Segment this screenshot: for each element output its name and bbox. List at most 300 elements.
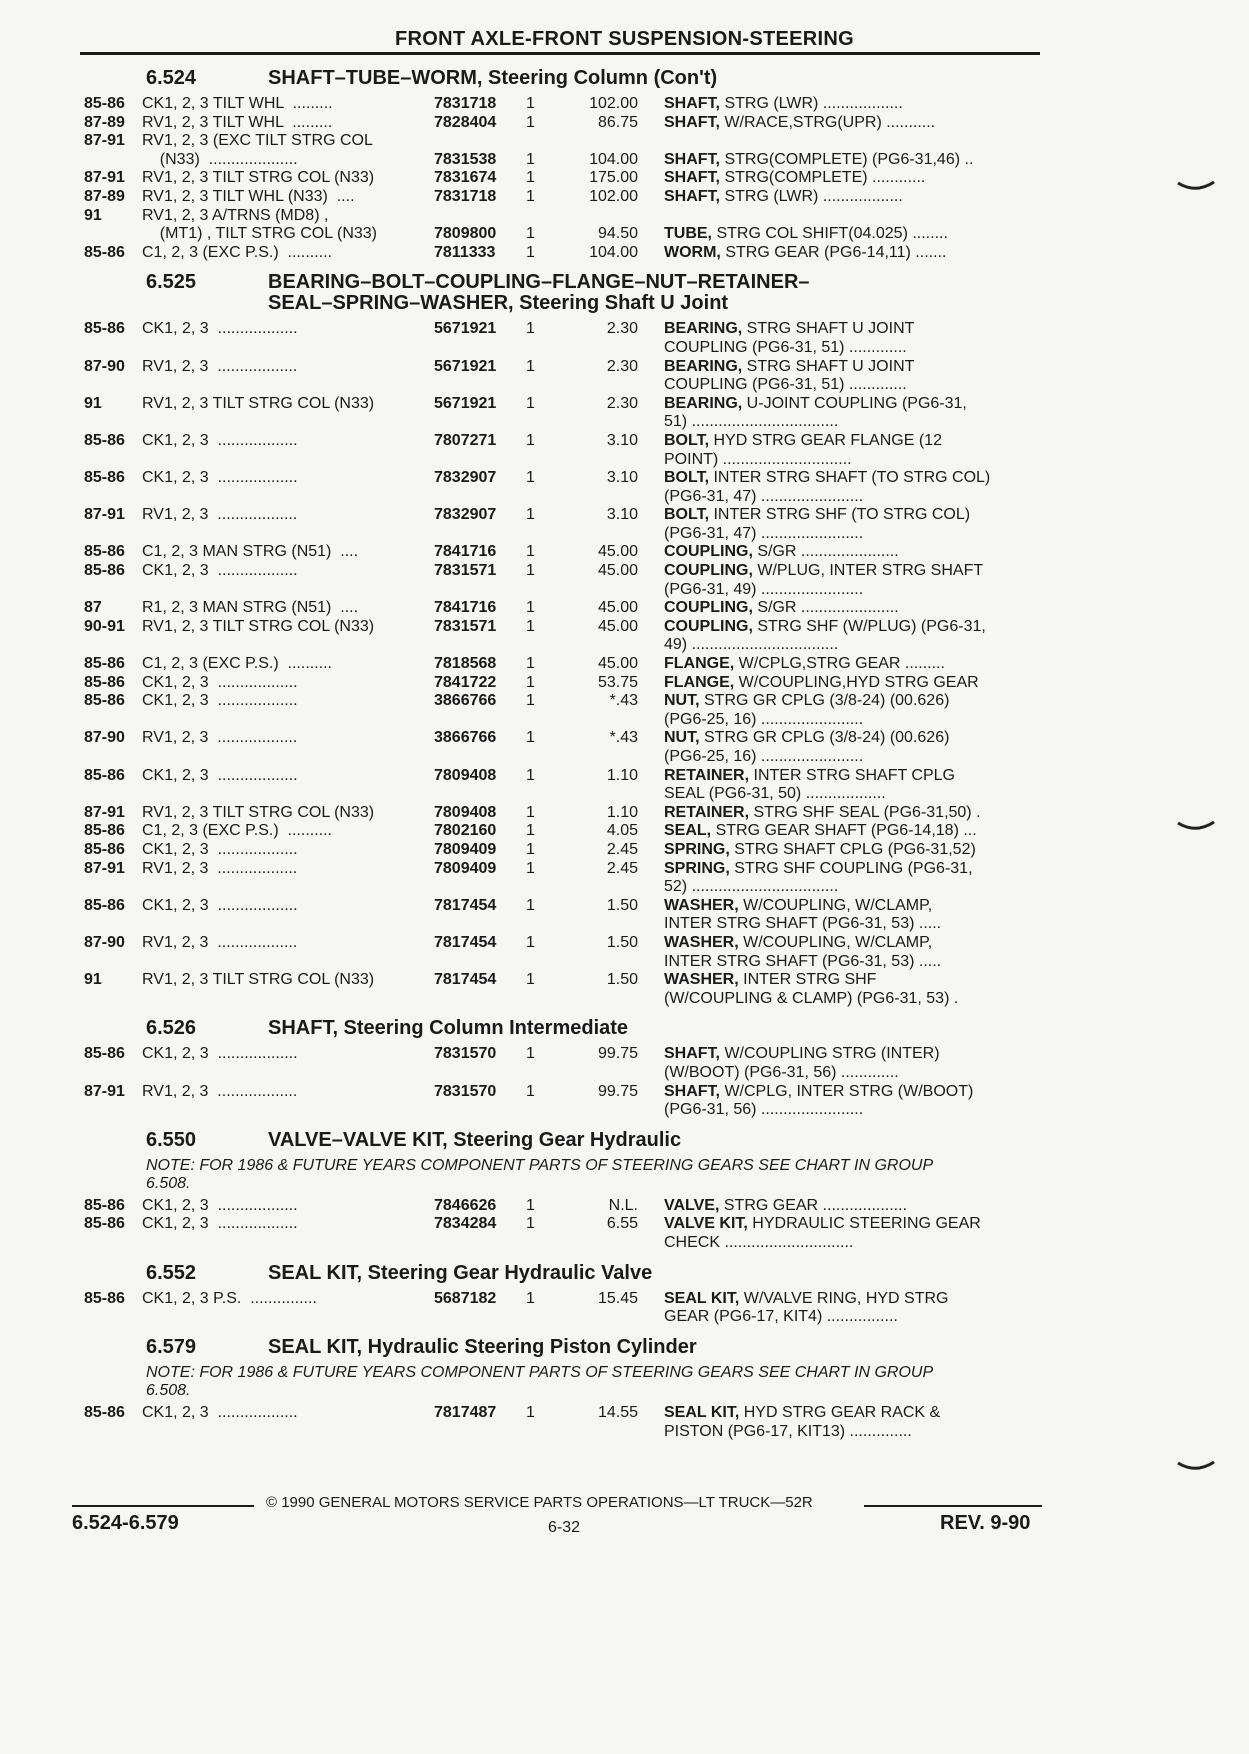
price: 14.55 [597, 1404, 638, 1422]
application: CK1, 2, 3 .................. [142, 1215, 298, 1233]
application: RV1, 2, 3 .................. [142, 506, 298, 524]
part-description [638, 767, 1044, 804]
model-years: 90-91 [84, 617, 125, 635]
model-years: 87-91 [84, 132, 125, 150]
model-years: 87-89 [84, 113, 125, 131]
quantity: 1 [526, 617, 535, 635]
price: N.L. [608, 1196, 638, 1214]
part-row [84, 618, 1044, 655]
part-number: 7817454 [434, 896, 497, 914]
section-note: NOTE: FOR 1986 & FUTURE YEARS COMPONENT PARTS OF STEERING GEARS SEE CHART IN GROUP 6.508. [146, 1156, 934, 1193]
part-name: BEARING, [664, 357, 743, 375]
part-detail: STRG SHAFT U JOINT COUPLING (PG6-31, 51) ............. [664, 357, 915, 394]
price: 1.50 [606, 933, 638, 951]
part-detail: STRG GEAR (PG6-14,11) ....... [720, 243, 947, 261]
section-heading [84, 1018, 1044, 1039]
model-years: 85-86 [84, 243, 125, 261]
price: 1.50 [606, 896, 638, 914]
part-name: RETAINER, [664, 803, 750, 821]
part-detail: W/CPLG, INTER STRG (W/BOOT) (PG6-31, 56) ....................... [664, 1082, 974, 1119]
price: 3.10 [606, 469, 638, 487]
part-description [638, 114, 1044, 133]
part-row [84, 599, 1044, 618]
part-description [638, 618, 1044, 655]
part-number: 7817487 [434, 1404, 497, 1422]
quantity: 1 [526, 1196, 535, 1214]
part-row [84, 114, 1044, 133]
price: 1.10 [606, 766, 638, 784]
part-detail: STRG SHF COUPLING (PG6-31, 52) ................................. [664, 859, 973, 896]
part-row [84, 395, 1044, 432]
quantity: 1 [526, 113, 535, 131]
application: CK1, 2, 3 .................. [142, 1404, 298, 1422]
model-years: 87-90 [84, 357, 125, 375]
section-title: SHAFT–TUBE–WORM, Steering Column (Con't) [268, 67, 718, 89]
application: CK1, 2, 3 .................. [142, 896, 298, 914]
section-heading [84, 272, 1044, 314]
quantity: 1 [526, 971, 535, 989]
part-number: 7809800 [434, 225, 497, 243]
part-name: WASHER, [664, 933, 739, 951]
model-years: 91 [84, 394, 102, 412]
part-number: 7831538 [434, 150, 497, 168]
part-row [84, 188, 1044, 207]
part-row [84, 804, 1044, 823]
price: 104.00 [589, 150, 638, 168]
model-years: 87-91 [84, 803, 125, 821]
part-description [638, 95, 1044, 114]
quantity: 1 [526, 562, 535, 580]
application: RV1, 2, 3 TILT STRG COL (N33) [142, 617, 375, 635]
application: CK1, 2, 3 .................. [142, 1045, 298, 1063]
quantity: 1 [526, 150, 535, 168]
quantity: 1 [526, 859, 535, 877]
part-description [638, 320, 1044, 357]
model-years: 91 [84, 971, 102, 989]
part-detail: STRG (LWR) .................. [720, 95, 903, 112]
part-description [638, 897, 1044, 934]
part-name: BEARING, [664, 320, 743, 338]
model-years: 85-86 [84, 1196, 125, 1214]
quantity: 1 [526, 803, 535, 821]
part-detail: STRG SHAFT U JOINT COUPLING (PG6-31, 51) ............. [664, 320, 915, 356]
application: CK1, 2, 3 .................. [142, 766, 298, 784]
part-row [84, 971, 1044, 1008]
price: 45.00 [597, 543, 638, 561]
part-detail: W/COUPLING, W/CLAMP, INTER STRG SHAFT (PG6-31, 53) ..... [664, 896, 942, 933]
part-detail: HYD STRG GEAR FLANGE (12 POINT) ............................. [664, 431, 942, 468]
part-name: SHAFT, [664, 1082, 720, 1100]
part-detail: STRG SHF (W/PLUG) (PG6-31, 49) ................................. [664, 617, 986, 654]
part-description [638, 934, 1044, 971]
part-number: 5671921 [434, 357, 497, 375]
quantity: 1 [526, 933, 535, 951]
part-detail: W/CPLG,STRG GEAR ......... [734, 655, 945, 673]
part-row [84, 543, 1044, 562]
part-name: RETAINER, [664, 766, 750, 784]
part-description [638, 469, 1044, 506]
part-detail: INTER STRG SHF (TO STRG COL) (PG6-31, 47) ....................... [664, 506, 971, 542]
part-row [84, 1290, 1044, 1327]
application: RV1, 2, 3 .................. [142, 729, 298, 747]
part-detail: INTER STRG SHAFT (TO STRG COL) (PG6-31, 47) ....................... [664, 469, 991, 505]
application: RV1, 2, 3 TILT STRG COL (N33) [142, 169, 375, 187]
application: C1, 2, 3 (EXC P.S.) .......... [142, 822, 332, 840]
part-description [638, 804, 1044, 823]
part-number: 5671921 [434, 394, 497, 412]
quantity: 1 [526, 673, 535, 691]
price: 6.55 [606, 1215, 638, 1233]
model-years: 87-89 [84, 187, 125, 205]
model-years: 87-91 [84, 169, 125, 187]
part-name: NUT, [664, 692, 700, 710]
part-description [638, 543, 1044, 562]
price: 1.10 [606, 803, 638, 821]
part-name: WASHER, [664, 896, 739, 914]
part-description [638, 506, 1044, 543]
quantity: 1 [526, 95, 535, 112]
part-description [638, 860, 1044, 897]
section-title: SHAFT, Steering Column Intermediate [268, 1017, 629, 1040]
binder-hole-mark [1176, 1460, 1216, 1472]
part-number: 7802160 [434, 822, 497, 840]
application: CK1, 2, 3 .................. [142, 431, 298, 449]
part-number: 7831570 [434, 1082, 497, 1100]
price: 2.30 [606, 357, 638, 375]
part-detail: STRG COL SHIFT(04.025) ........ [712, 225, 948, 243]
part-number: 7831718 [434, 95, 497, 112]
price: 53.75 [597, 673, 638, 691]
part-detail: W/RACE,STRG(UPR) ........... [720, 113, 936, 131]
part-name: SHAFT, [664, 113, 720, 131]
part-name: WORM, [664, 243, 721, 261]
part-row [84, 1197, 1044, 1216]
quantity: 1 [526, 896, 535, 914]
part-description [638, 729, 1044, 766]
part-detail: STRG SHAFT CPLG (PG6-31,52) [729, 840, 976, 858]
model-years: 85-86 [84, 822, 125, 840]
price: 175.00 [589, 169, 638, 187]
binder-hole-mark [1176, 820, 1216, 832]
quantity: 1 [526, 469, 535, 487]
price: 3.10 [606, 506, 638, 524]
quantity: 1 [526, 1215, 535, 1233]
part-name: BOLT, [664, 506, 710, 524]
part-description [638, 822, 1044, 841]
price: 86.75 [597, 113, 638, 131]
part-description [638, 971, 1044, 1008]
application: RV1, 2, 3 .................. [142, 1082, 298, 1100]
model-years: 87 [84, 599, 102, 617]
part-detail: HYDRAULIC STEERING GEAR CHECK ............................. [664, 1215, 981, 1252]
part-name: FLANGE, [664, 655, 735, 673]
quantity: 1 [526, 187, 535, 205]
part-number: 7817454 [434, 933, 497, 951]
quantity: 1 [526, 357, 535, 375]
quantity: 1 [526, 655, 535, 673]
part-name: COUPLING, [664, 543, 753, 561]
part-number: 3866766 [434, 729, 497, 747]
part-row [84, 244, 1044, 263]
section-heading [84, 1263, 1044, 1284]
quantity: 1 [526, 840, 535, 858]
model-years: 85-86 [84, 1289, 125, 1307]
section-number: 6.525 [146, 271, 197, 294]
price: 102.00 [589, 95, 638, 112]
quantity: 1 [526, 243, 535, 261]
part-detail: W/VALVE RING, HYD STRG GEAR (PG6-17, KIT4) ................ [664, 1289, 949, 1326]
part-row [84, 897, 1044, 934]
part-description [638, 692, 1044, 729]
part-description [638, 1404, 1044, 1441]
part-description [638, 188, 1044, 207]
part-number: 7841716 [434, 599, 497, 617]
part-name: SHAFT, [664, 169, 720, 187]
price: 45.00 [597, 655, 638, 673]
part-name: SHAFT, [664, 1045, 720, 1063]
part-detail: STRG (LWR) .................. [720, 187, 903, 205]
part-row [84, 169, 1044, 188]
footer-revision: REV. 9-90 [940, 1512, 1031, 1534]
price: 1.50 [606, 971, 638, 989]
model-years: 85-86 [84, 896, 125, 914]
part-name: SHAFT, [664, 150, 720, 168]
part-description [638, 395, 1044, 432]
part-description [638, 599, 1044, 618]
quantity: 1 [526, 1082, 535, 1100]
part-detail: W/COUPLING, W/CLAMP, INTER STRG SHAFT (PG6-31, 53) ..... [664, 933, 942, 970]
parts-listing [84, 68, 1044, 1441]
part-detail: HYD STRG GEAR RACK & PISTON (PG6-17, KIT13) .............. [664, 1404, 941, 1440]
part-number: 7841716 [434, 543, 497, 561]
price: 45.00 [597, 599, 638, 617]
part-number: 7831571 [434, 562, 497, 580]
part-name: WASHER, [664, 971, 739, 989]
price: 102.00 [589, 187, 638, 205]
part-row [84, 841, 1044, 860]
footer-copyright: © 1990 GENERAL MOTORS SERVICE PARTS OPERATIONS—LT TRUCK—52R [266, 1494, 813, 1511]
price: 104.00 [589, 243, 638, 261]
binder-hole-mark [1176, 180, 1216, 192]
part-description [638, 1045, 1044, 1082]
part-description [638, 562, 1044, 599]
part-number: 7832907 [434, 506, 497, 524]
quantity: 1 [526, 1289, 535, 1307]
quantity: 1 [526, 225, 535, 243]
part-row [84, 674, 1044, 693]
part-detail: STRG GEAR ................... [719, 1196, 908, 1214]
part-number: 7809408 [434, 766, 497, 784]
part-detail: STRG GEAR SHAFT (PG6-14,18) ... [711, 822, 977, 840]
part-name: SEAL KIT, [664, 1404, 740, 1422]
section-heading [84, 1337, 1044, 1358]
part-row [84, 1083, 1044, 1120]
part-row [84, 692, 1044, 729]
section-title: VALVE–VALVE KIT, Steering Gear Hydraulic [268, 1128, 682, 1151]
part-name: BEARING, [664, 394, 743, 412]
part-detail: W/COUPLING,HYD STRG GEAR [734, 673, 979, 691]
part-number: 7818568 [434, 655, 497, 673]
price: 2.45 [606, 840, 638, 858]
section-heading [84, 68, 1044, 89]
part-number: 7831571 [434, 617, 497, 635]
model-years: 85-86 [84, 431, 125, 449]
part-row [84, 1215, 1044, 1252]
section-number: 6.526 [146, 1017, 197, 1040]
part-name: SPRING, [664, 840, 730, 858]
part-row [84, 729, 1044, 766]
part-description [638, 674, 1044, 693]
price: 94.50 [597, 225, 638, 243]
price: 3.10 [606, 431, 638, 449]
section-title: SEAL KIT, Steering Gear Hydraulic Valve [268, 1261, 653, 1284]
price: *.43 [609, 729, 638, 747]
part-number: 7834284 [434, 1215, 497, 1233]
application: R1, 2, 3 MAN STRG (N51) .... [142, 599, 359, 617]
part-name: BOLT, [664, 469, 710, 487]
part-detail: W/PLUG, INTER STRG SHAFT (PG6-31, 49) ....................... [664, 562, 984, 598]
part-row [84, 207, 1044, 244]
footer-page-number: 6-32 [548, 1519, 581, 1536]
part-number: 7809408 [434, 803, 497, 821]
quantity: 1 [526, 543, 535, 561]
part-description [638, 1215, 1044, 1252]
quantity: 1 [526, 729, 535, 747]
model-years: 85-86 [84, 840, 125, 858]
section-note: NOTE: FOR 1986 & FUTURE YEARS COMPONENT PARTS OF STEERING GEARS SEE CHART IN GROUP 6.508. [146, 1363, 934, 1400]
part-row [84, 469, 1044, 506]
part-number: 7809409 [434, 859, 497, 877]
application: CK1, 2, 3 .................. [142, 1196, 298, 1214]
part-name: SHAFT, [664, 95, 720, 112]
part-number: 7828404 [434, 113, 497, 131]
price: 2.30 [606, 320, 638, 338]
model-years: 85-86 [84, 655, 125, 673]
part-row [84, 822, 1044, 841]
application: CK1, 2, 3 .................. [142, 469, 298, 487]
application: RV1, 2, 3 .................. [142, 859, 298, 877]
price: 45.00 [597, 617, 638, 635]
application: RV1, 2, 3 .................. [142, 357, 298, 375]
quantity: 1 [526, 506, 535, 524]
quantity: 1 [526, 822, 535, 840]
quantity: 1 [526, 394, 535, 412]
quantity: 1 [526, 599, 535, 617]
section-title: BEARING–BOLT–COUPLING–FLANGE–NUT–RETAINER– SEAL–SPRING–WASHER, Steering Shaft U Joint [268, 271, 810, 315]
part-row [84, 934, 1044, 971]
part-detail: S/GR ...................... [752, 599, 899, 617]
section-number: 6.579 [146, 1335, 197, 1358]
application: RV1, 2, 3 TILT STRG COL (N33) [142, 971, 375, 989]
part-name: BOLT, [664, 431, 710, 449]
part-description [638, 132, 1044, 169]
part-row [84, 1404, 1044, 1441]
model-years: 87-90 [84, 933, 125, 951]
part-detail: INTER STRG SHAFT CPLG SEAL (PG6-31, 50) .................. [664, 766, 955, 803]
part-number: 3866766 [434, 692, 497, 710]
part-row [84, 132, 1044, 169]
part-name: COUPLING, [664, 617, 753, 635]
part-row [84, 432, 1044, 469]
part-name: FLANGE, [664, 673, 735, 691]
part-number: 5687182 [434, 1289, 497, 1307]
footer-rule-left [72, 1505, 254, 1507]
part-row [84, 767, 1044, 804]
price: 2.45 [606, 859, 638, 877]
application: CK1, 2, 3 .................. [142, 320, 298, 338]
section-number: 6.552 [146, 1261, 197, 1284]
section-title: SEAL KIT, Hydraulic Steering Piston Cylinder [268, 1335, 697, 1358]
part-row [84, 95, 1044, 114]
part-detail: W/COUPLING STRG (INTER) (W/BOOT) (PG6-31, 56) ............. [664, 1045, 940, 1081]
part-number: 7809409 [434, 840, 497, 858]
price: 15.45 [597, 1289, 638, 1307]
header-rule [80, 52, 1040, 55]
part-description [638, 432, 1044, 469]
quantity: 1 [526, 431, 535, 449]
price: *.43 [609, 692, 638, 710]
part-description [638, 207, 1044, 244]
part-number: 7811333 [434, 243, 496, 261]
application: RV1, 2, 3 TILT WHL (N33) .... [142, 187, 355, 205]
quantity: 1 [526, 766, 535, 784]
application: RV1, 2, 3 TILT STRG COL (N33) [142, 803, 375, 821]
part-number: 7846626 [434, 1196, 497, 1214]
application: CK1, 2, 3 .................. [142, 840, 298, 858]
part-name: TUBE, [664, 225, 712, 243]
part-detail: STRG SHF SEAL (PG6-31,50) . [749, 803, 981, 821]
quantity: 1 [526, 692, 535, 710]
part-detail: INTER STRG SHF (W/COUPLING & CLAMP) (PG6-31, 53) . [664, 971, 959, 1007]
application: C1, 2, 3 (EXC P.S.) .......... [142, 243, 332, 261]
application: RV1, 2, 3 TILT STRG COL (N33) [142, 394, 375, 412]
quantity: 1 [526, 169, 535, 187]
model-years: 85-86 [84, 469, 125, 487]
part-name: SEAL KIT, [664, 1289, 740, 1307]
part-description [638, 1083, 1044, 1120]
part-number: 7831718 [434, 187, 497, 205]
part-number: 7817454 [434, 971, 497, 989]
application: RV1, 2, 3 A/TRNS (MD8) , (MT1) , TILT STRG COL (N33) [142, 206, 377, 243]
part-row [84, 506, 1044, 543]
part-description [638, 169, 1044, 188]
part-name: SHAFT, [664, 187, 720, 205]
application: RV1, 2, 3 TILT WHL ......... [142, 113, 333, 131]
quantity: 1 [526, 1045, 535, 1063]
price: 2.30 [606, 394, 638, 412]
part-description [638, 1197, 1044, 1216]
application: CK1, 2, 3 .................. [142, 673, 298, 691]
part-row [84, 860, 1044, 897]
model-years: 91 [84, 206, 102, 224]
footer-section-range: 6.524-6.579 [72, 1512, 179, 1534]
model-years: 85-86 [84, 562, 125, 580]
quantity: 1 [526, 1404, 535, 1422]
application: CK1, 2, 3 .................. [142, 562, 298, 580]
section-number: 6.524 [146, 67, 197, 89]
application: CK1, 2, 3 .................. [142, 692, 298, 710]
part-detail: STRG GR CPLG (3/8-24) (00.626) (PG6-25, 16) ....................... [664, 729, 950, 765]
model-years: 85-86 [84, 1045, 125, 1063]
part-detail: S/GR ...................... [752, 543, 899, 561]
part-number: 7831570 [434, 1045, 497, 1063]
part-number: 7832907 [434, 469, 497, 487]
part-description [638, 655, 1044, 674]
model-years: 85-86 [84, 543, 125, 561]
model-years: 87-91 [84, 1082, 125, 1100]
section-number: 6.550 [146, 1128, 197, 1151]
part-row [84, 358, 1044, 395]
